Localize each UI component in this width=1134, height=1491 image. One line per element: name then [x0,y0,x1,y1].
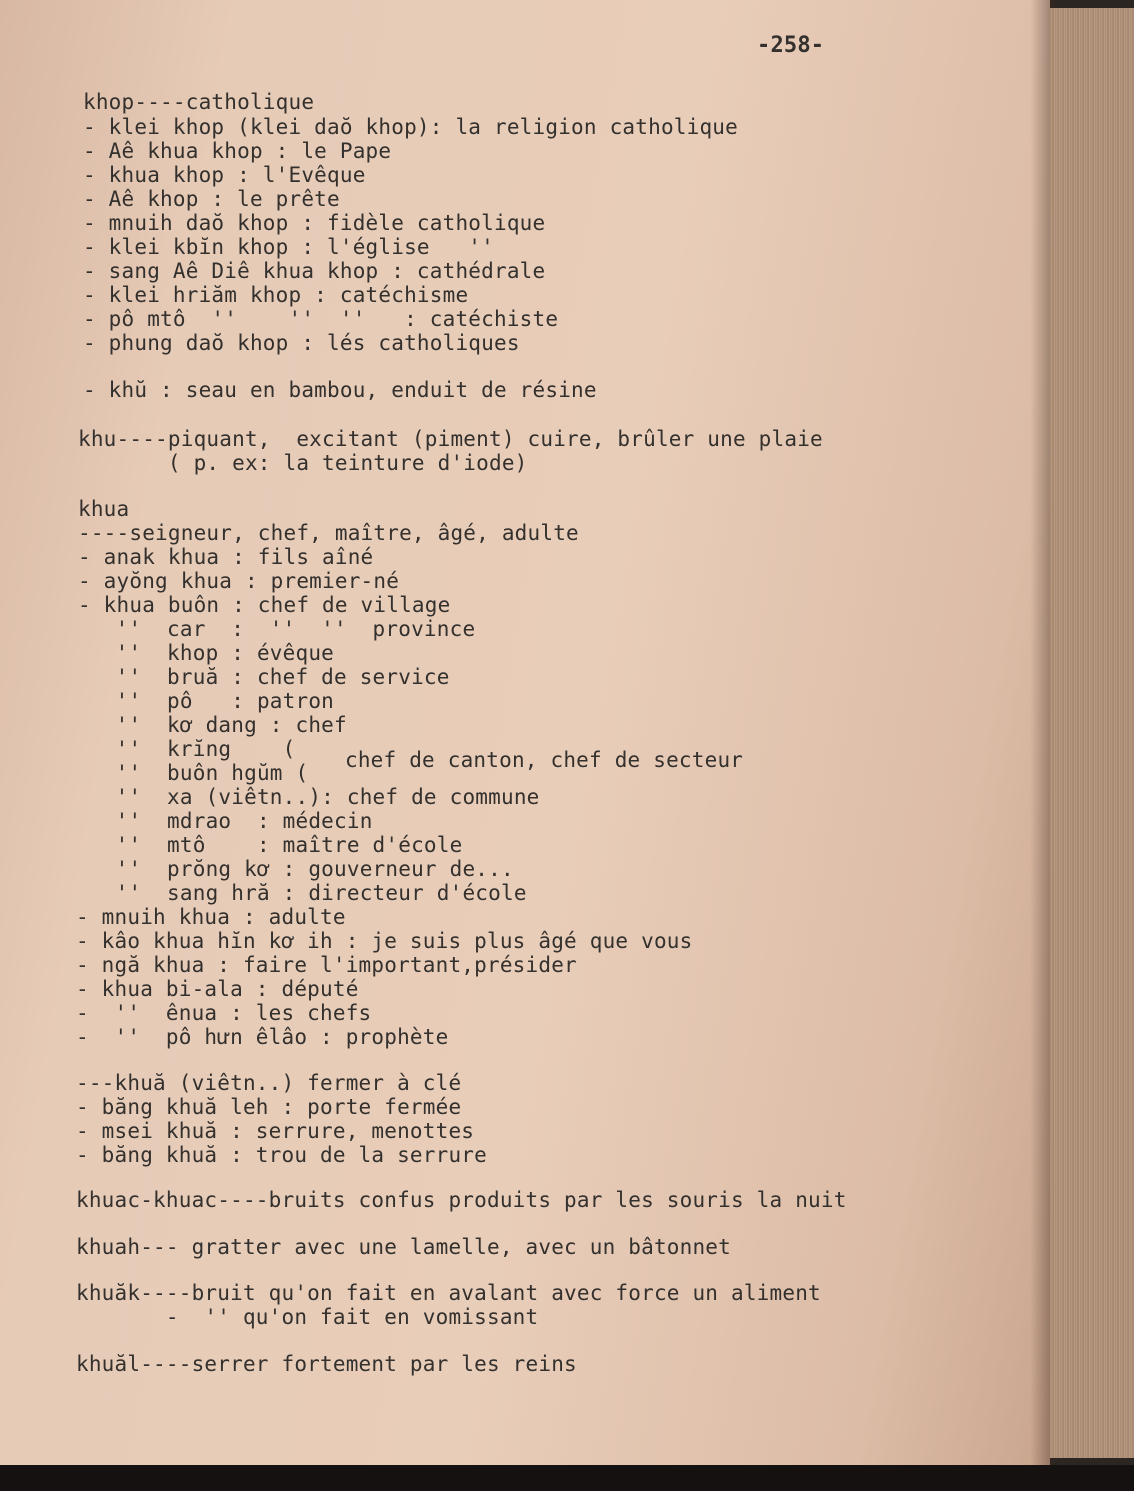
entry-headword-line: khop----catholique [83,90,315,114]
entry-headword-line: khuah--- gratter avec une lamelle, avec un bâtonnet [76,1235,731,1259]
entry-line: '' prŏng kơ : gouverneur de... [90,857,514,881]
entry-line: - kâo khua hĭn kơ ih : je suis plus âgé que vous [76,929,693,953]
entry-line: - klei hriăm khop : catéchisme [83,283,469,307]
entry-line: '' xa (viêtn..): chef de commune [90,785,540,809]
entry-line: ( p. ex: la teinture d'iode) [78,451,528,475]
entry-headword-line: khuăl----serrer fortement par les reins [76,1352,577,1376]
entry-line: '' kơ dang : chef [90,713,347,737]
entry-line: - anak khua : fils aîné [78,545,374,569]
bracketed-gloss: chef de canton, chef de secteur [345,748,744,772]
entry-line: '' sang hră : directeur d'école [90,881,527,905]
entry-line: - phung daŏ khop : lés catholiques [83,331,520,355]
entry-headword-line: khuac-khuac----bruits confus produits par les souris la nuit [76,1188,847,1212]
entry-headword-line: khua [78,497,130,521]
entry-line: - mnuih khua : adulte [76,905,346,929]
entry-line: '' car : '' '' province [90,617,476,641]
entry-line: - khua buôn : chef de village [78,593,451,617]
entry-line: - pô mtô '' '' '' : catéchiste [83,307,559,331]
entry-line: '' buôn hgŭm ( [90,761,309,785]
entry-line: - klei khop (klei daŏ khop): la religion catholique [83,115,738,139]
entry-line: - '' ênua : les chefs [76,1001,372,1025]
entry-line: - mnuih daŏ khop : fidèle catholique [83,211,546,235]
entry-line: '' mtô : maître d'école [90,833,463,857]
entry-headword-line: ---khuă (viêtn..) fermer à clé [76,1071,462,1095]
entry-line: - sang Aê Diê khua khop : cathédrale [83,259,546,283]
entry-headword-line: khu----piquant, excitant (piment) cuire, brûler une plaie [78,427,823,451]
entry-line: - '' qu'on fait en vomissant [76,1305,539,1329]
entry-line: - khua khop : l'Evêque [83,163,366,187]
entry-line: '' bruă : chef de service [90,665,450,689]
entry-line: - klei kbĭn khop : l'église '' [83,235,494,259]
entry-line: - băng khuă : trou de la serrure [76,1143,487,1167]
entry-line: - khŭ : seau en bambou, enduit de résine [83,378,597,402]
entry-line: '' pô : patron [90,689,335,713]
scan-bottom-border [0,1465,1134,1491]
entry-line: ----seigneur, chef, maître, âgé, adulte [78,521,579,545]
entry-line: - ayŏng khua : premier-né [78,569,400,593]
entry-line: '' mdrao : médecin [90,809,373,833]
entry-line: - băng khuă leh : porte fermée [76,1095,462,1119]
entry-line: - msei khuă : serrure, menottes [76,1119,475,1143]
entry-line: - ngă khua : faire l'important,présider [76,953,577,977]
entry-line: - khua bi-ala : député [76,977,359,1001]
entry-line: - '' pô hưn êlâo : prophète [76,1025,449,1049]
entry-line: '' khop : évêque [90,641,335,665]
entry-line: '' krĭng ( [90,737,296,761]
page-number: -258- [757,33,825,58]
entry-line: - Aê khua khop : le Pape [83,139,392,163]
book-page-edges [1050,8,1134,1458]
entry-line: - Aê khop : le prête [83,187,340,211]
entry-headword-line: khuăk----bruit qu'on fait en avalant avec force un aliment [76,1281,821,1305]
